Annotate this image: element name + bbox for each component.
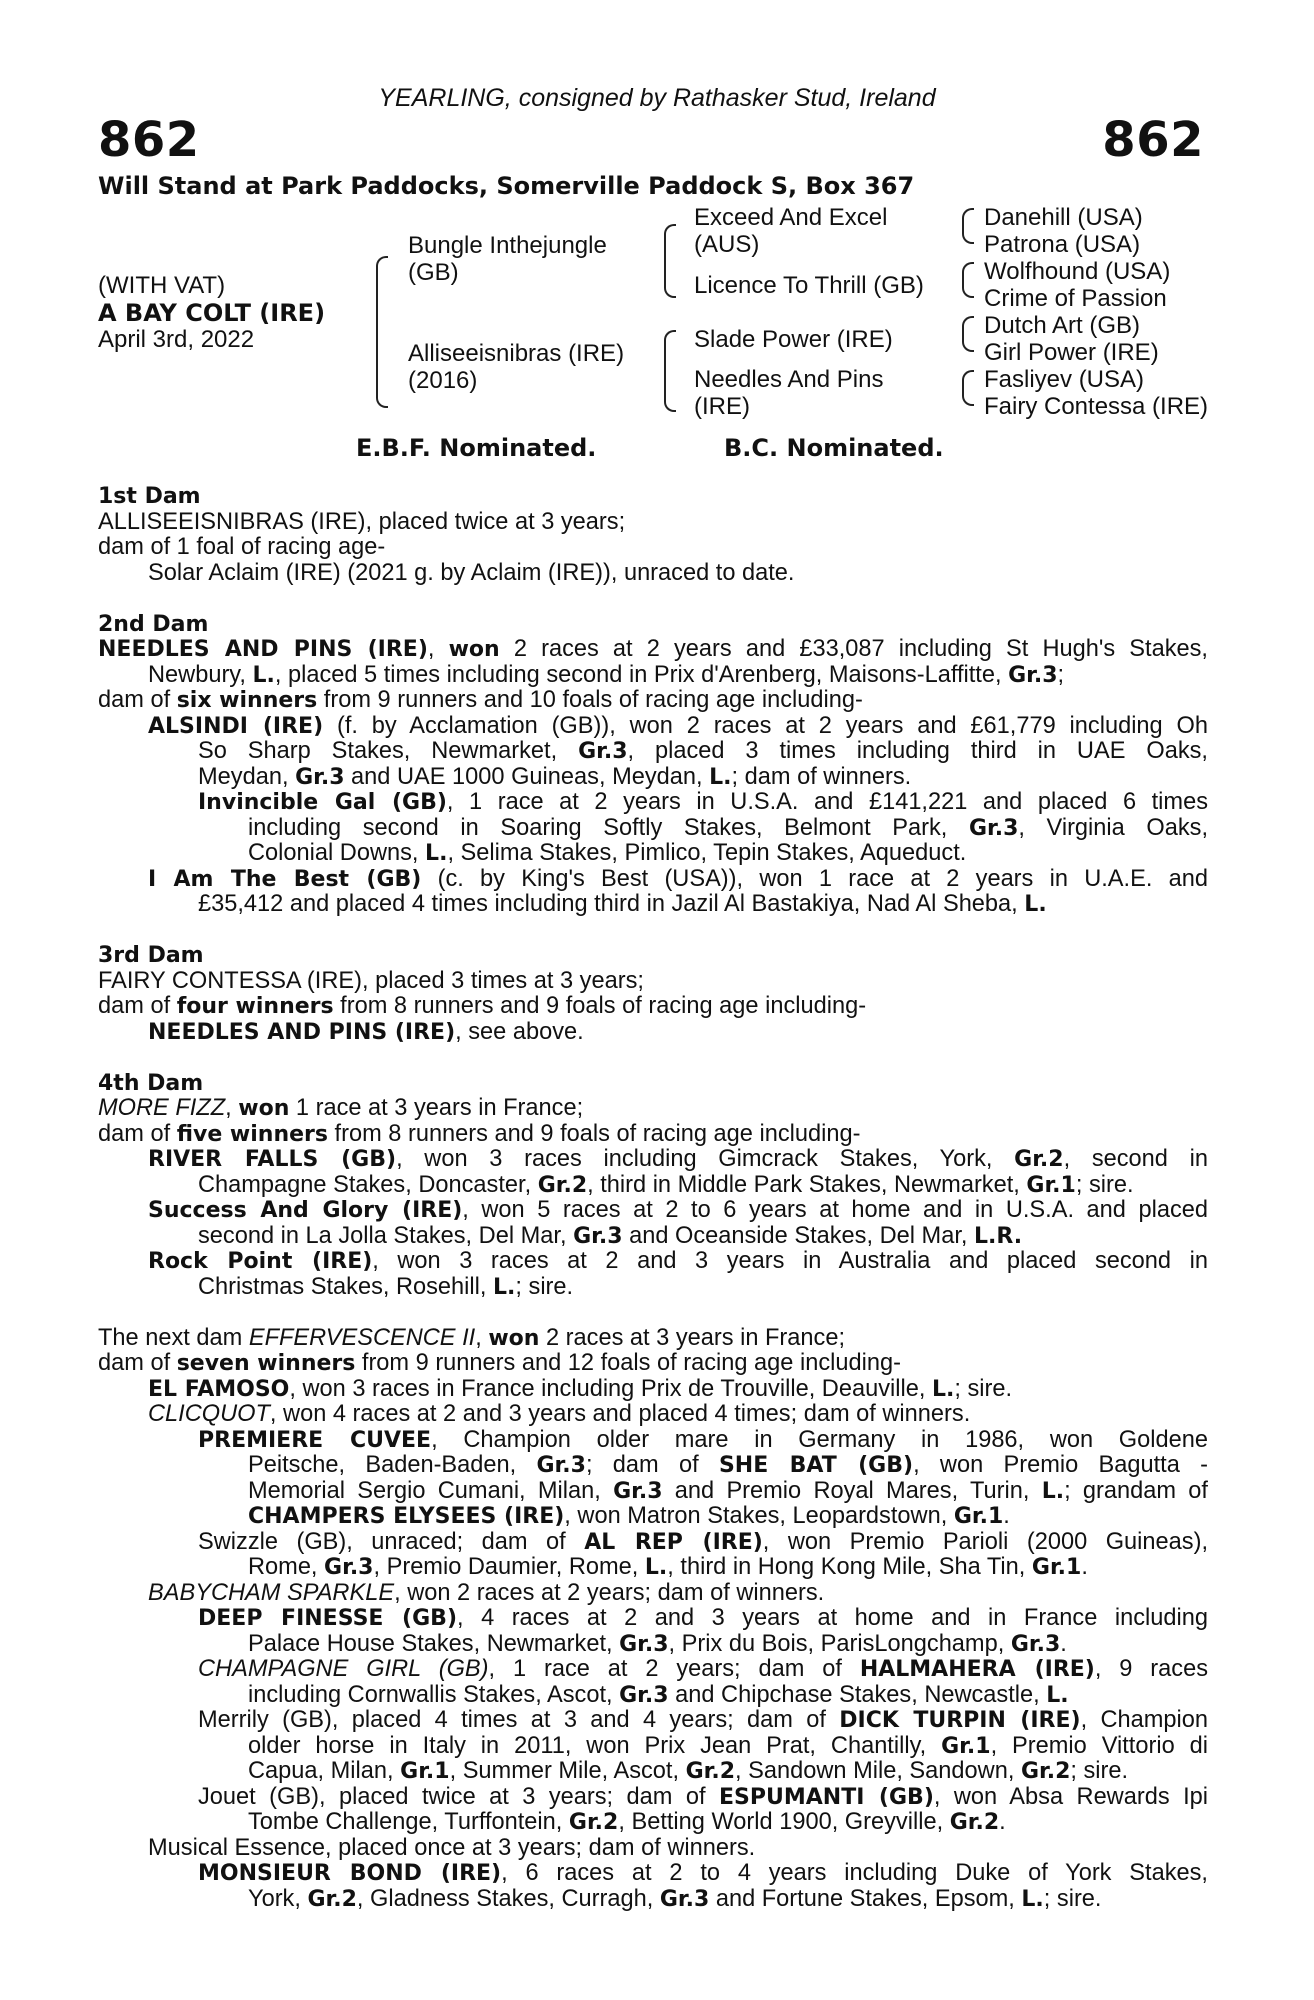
- brace-g3-c-lower: [962, 333, 974, 352]
- text-line: So Sharp Stakes, Newmarket, Gr.3, placed 3 times including third in UAE Oaks,: [198, 738, 1208, 764]
- brace-dam-lower: [664, 366, 676, 412]
- text-line: Jouet (GB), placed twice at 3 years; dam of ESPUMANTI (GB), won Absa Rewards Ipi: [198, 1783, 1208, 1810]
- lot-number-left: 862: [98, 112, 200, 168]
- text-line: second in La Jolla Stakes, Del Mar, Gr.3 and Oceanside Stakes, Del Mar, L.R.: [198, 1222, 1023, 1249]
- text-line: BABYCHAM SPARKLE, won 2 races at 2 years; dam of winners.: [148, 1579, 825, 1606]
- section-heading: 3rd Dam: [98, 943, 204, 968]
- ebf-nomination: E.B.F. Nominated.: [356, 434, 597, 462]
- text-line: CLICQUOT, won 4 races at 2 and 3 years and placed 4 times; dam of winners.: [148, 1401, 971, 1427]
- horse-name: A BAY COLT (IRE): [98, 299, 326, 327]
- text-line: Rock Point (IRE), won 3 races at 2 and 3 years in Australia and placed second in: [148, 1248, 1208, 1274]
- text-line: Invincible Gal (GB), 1 race at 2 years in U.S.A. and £141,221 and placed 6 times: [198, 789, 1208, 815]
- text-line: dam of four winners from 8 runners and 9 foals of racing age including-: [98, 993, 867, 1019]
- text-line: PREMIERE CUVEE, Champion older mare in Germany in 1986, won Goldene: [198, 1426, 1209, 1453]
- sire-name: Bungle Inthejungle (GB): [408, 232, 607, 286]
- gen3-ancestor: Fasliyev (USA): [984, 366, 1145, 393]
- text-line: including Cornwallis Stakes, Ascot, Gr.3 and Chipchase Stakes, Newcastle, L.: [248, 1681, 1069, 1708]
- text-line: Memorial Sergio Cumani, Milan, Gr.3 and Premio Royal Mares, Turin, L.; grandam of: [248, 1477, 1208, 1504]
- bc-nomination: B.C. Nominated.: [724, 434, 944, 462]
- text-line: NEEDLES AND PINS (IRE), see above.: [148, 1018, 584, 1045]
- text-line: £35,412 and placed 4 times including third in Jazil Al Bastakiya, Nad Al Sheba, L.: [198, 891, 1047, 917]
- text-line: RIVER FALLS (GB), won 3 races including Gimcrack Stakes, York, Gr.2, second in: [148, 1146, 1208, 1172]
- vat-note: (WITH VAT): [98, 272, 226, 299]
- brace-dam-upper: [664, 330, 676, 368]
- text-line: DEEP FINESSE (GB), 4 races at 2 and 3 years at home and in France including: [198, 1605, 1208, 1631]
- text-line: CHAMPERS ELYSEES (IRE), won Matron Stakes, Leopardstown, Gr.1.: [248, 1503, 1010, 1529]
- text-line: older horse in Italy in 2011, won Prix Jean Prat, Chantilly, Gr.1, Premio Vittorio di: [248, 1732, 1208, 1759]
- text-line: Merrily (GB), placed 4 times at 3 and 4 years; dam of DICK TURPIN (IRE), Champion: [198, 1707, 1208, 1733]
- text-line: EL FAMOSO, won 3 races in France including Prix de Trouville, Deauville, L.; sire.: [148, 1375, 1013, 1402]
- dam-sire-name: Slade Power (IRE): [694, 326, 893, 353]
- text-line: MORE FIZZ, won 1 race at 3 years in France;: [98, 1095, 584, 1121]
- brace-sire-upper: [664, 224, 676, 262]
- gen3-ancestor: Fairy Contessa (IRE): [984, 393, 1209, 420]
- text-line: Swizzle (GB), unraced; dam of AL REP (IRE), won Premio Parioli (2000 Guineas),: [198, 1528, 1208, 1555]
- dam-dam-name: Needles And Pins (IRE): [694, 366, 884, 420]
- text-line: dam of 1 foal of racing age-: [98, 534, 386, 560]
- gen3-ancestor: Patrona (USA): [984, 231, 1141, 258]
- text-line: York, Gr.2, Gladness Stakes, Curragh, Gr.3 and Fortune Stakes, Epsom, L.; sire.: [248, 1885, 1102, 1912]
- consignment-line: YEARLING, consigned by Rathasker Stud, Ireland: [378, 84, 936, 112]
- text-line: The next dam EFFERVESCENCE II, won 2 races at 3 years in France;: [98, 1324, 845, 1351]
- text-line: ALLISEEISNIBRAS (IRE), placed twice at 3 years;: [98, 508, 626, 535]
- brace-sire-lower: [664, 260, 676, 298]
- text-line: Champagne Stakes, Doncaster, Gr.2, third in Middle Park Stakes, Newmarket, Gr.1; sire.: [198, 1171, 1134, 1198]
- lot-number-right: 862: [1102, 112, 1204, 168]
- text-line: CHAMPAGNE GIRL (GB), 1 race at 2 years; dam of HALMAHERA (IRE), 9 races: [198, 1656, 1208, 1682]
- text-line: dam of five winners from 8 runners and 9 foals of racing age including-: [98, 1120, 861, 1147]
- sire-sire-name: Exceed And Excel (AUS): [694, 204, 888, 258]
- catalogue-body: [98, 484, 1208, 1912]
- brace-g3-a-lower: [962, 225, 974, 244]
- gen3-ancestor: Danehill (USA): [984, 204, 1143, 231]
- section-heading: 4th Dam: [98, 1070, 204, 1096]
- text-line: including second in Soaring Softly Stakes, Belmont Park, Gr.3, Virginia Oaks,: [248, 814, 1208, 841]
- stand-location: Will Stand at Park Paddocks, Somerville Paddock S, Box 367: [98, 172, 915, 200]
- text-line: NEEDLES AND PINS (IRE), won 2 races at 2 years and £33,087 including St Hugh's Stakes,: [98, 636, 1208, 662]
- gen3-ancestor: Dutch Art (GB): [984, 312, 1141, 339]
- section-heading: 2nd Dam: [98, 611, 209, 637]
- brace-g3-d-lower: [962, 387, 974, 406]
- text-line: Solar Aclaim (IRE) (2021 g. by Aclaim (IRE)), unraced to date.: [148, 559, 795, 586]
- sire-dam-name: Licence To Thrill (GB): [694, 272, 924, 299]
- brace-sire-dam-upper: [376, 256, 388, 338]
- text-line: Rome, Gr.3, Premio Daumier, Rome, L., third in Hong Kong Mile, Sha Tin, Gr.1.: [248, 1554, 1088, 1580]
- text-line: MONSIEUR BOND (IRE), 6 races at 2 to 4 years including Duke of York Stakes,: [198, 1860, 1208, 1886]
- text-line: FAIRY CONTESSA (IRE), placed 3 times at 3 years;: [98, 967, 644, 994]
- section-heading: 1st Dam: [98, 484, 201, 509]
- text-line: ALSINDI (IRE) (f. by Acclamation (GB)), won 2 races at 2 years and £61,779 including Oh: [148, 712, 1208, 739]
- text-line: I Am The Best (GB) (c. by King's Best (USA)), won 1 race at 2 years in U.A.E. and: [148, 865, 1208, 892]
- dam-name: Alliseeisnibras (IRE) (2016): [408, 340, 625, 394]
- gen3-ancestor: Wolfhound (USA): [984, 258, 1171, 285]
- text-line: Peitsche, Baden-Baden, Gr.3; dam of SHE BAT (GB), won Premio Bagutta -: [248, 1452, 1208, 1478]
- text-line: Success And Glory (IRE), won 5 races at 2 to 6 years at home and in U.S.A. and placed: [148, 1197, 1209, 1223]
- gen3-ancestor: Crime of Passion: [984, 285, 1167, 312]
- text-line: Capua, Milan, Gr.1, Summer Mile, Ascot, Gr.2, Sandown Mile, Sandown, Gr.2; sire.: [248, 1758, 1129, 1784]
- text-line: Musical Essence, placed once at 3 years; dam of winners.: [148, 1834, 756, 1861]
- text-line: Palace House Stakes, Newmarket, Gr.3, Prix du Bois, ParisLongchamp, Gr.3.: [248, 1630, 1067, 1657]
- foaling-date: April 3rd, 2022: [98, 326, 255, 353]
- brace-sire-dam-lower: [376, 336, 388, 408]
- text-line: dam of six winners from 9 runners and 10 foals of racing age including-: [98, 687, 863, 713]
- text-line: Meydan, Gr.3 and UAE 1000 Guineas, Meydan, L.; dam of winners.: [198, 763, 912, 790]
- text-line: Tombe Challenge, Turffontein, Gr.2, Betting World 1900, Greyville, Gr.2.: [248, 1809, 1006, 1835]
- text-line: dam of seven winners from 9 runners and 12 foals of racing age including-: [98, 1350, 901, 1376]
- gen3-ancestor: Girl Power (IRE): [984, 339, 1159, 366]
- text-line: Christmas Stakes, Rosehill, L.; sire.: [198, 1273, 574, 1300]
- text-line: Colonial Downs, L., Selima Stakes, Pimlico, Tepin Stakes, Aqueduct.: [248, 840, 967, 866]
- brace-g3-b-lower: [962, 279, 974, 298]
- text-line: Newbury, L., placed 5 times including second in Prix d'Arenberg, Maisons-Laffitte, Gr.3;: [148, 661, 1065, 688]
